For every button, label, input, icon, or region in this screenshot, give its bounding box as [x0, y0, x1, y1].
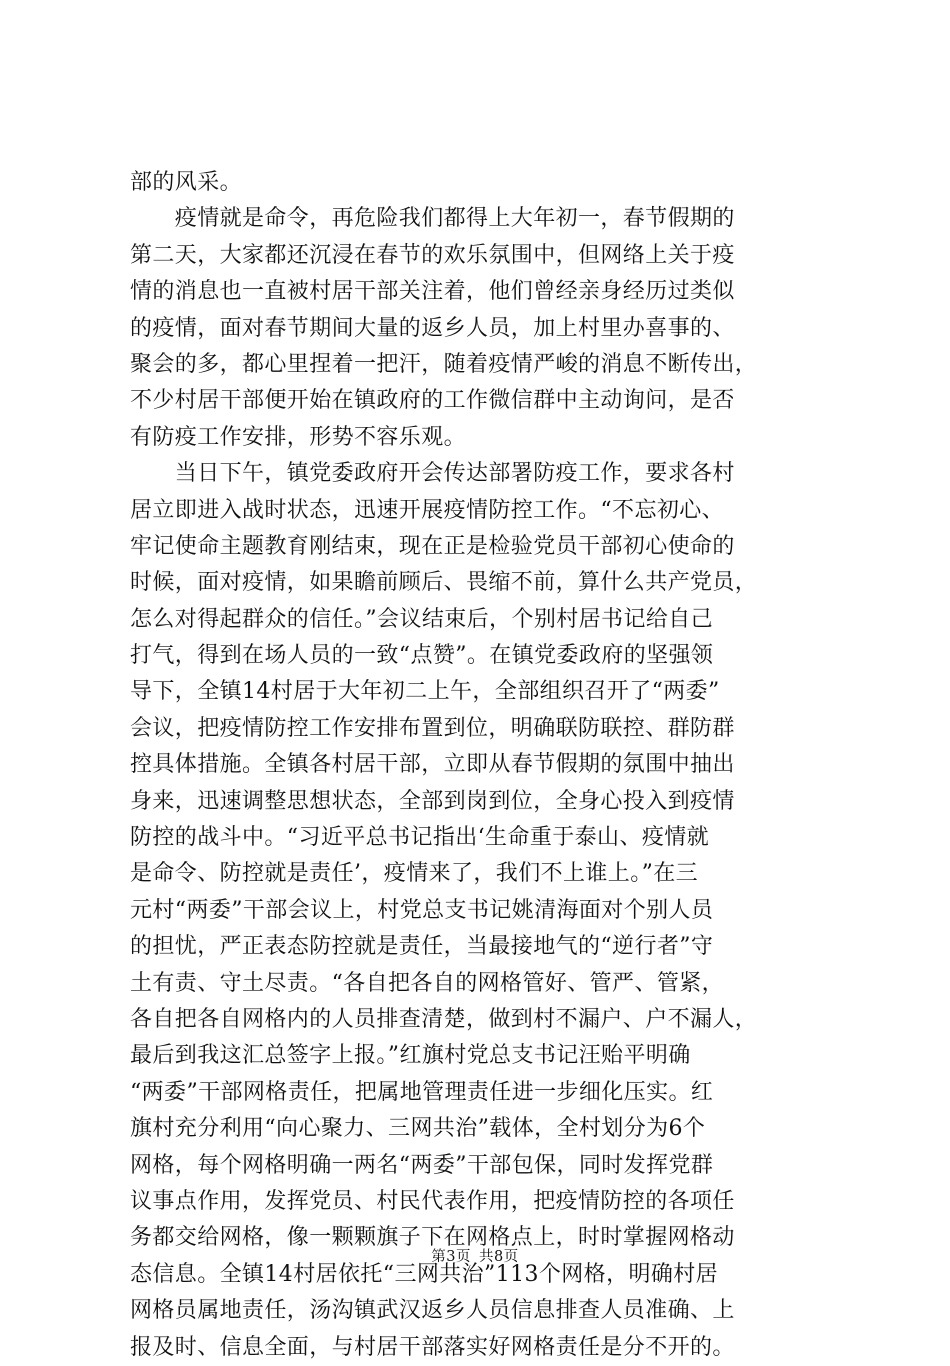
text-line: 时候，面对疫情，如果瞻前顾后、畏缩不前，算什么共产党员， — [130, 570, 758, 596]
text-line: 报及时、信息全面，与村居干部落实好网格责任是分不开的。 — [130, 1334, 735, 1360]
text-line: 务都交给网格，像一颗颗旗子下在网格点上，时时掌握网格动 — [130, 1225, 735, 1251]
text-line: 的担忧，严正表态防控就是责任，当最接地气的“逆行者”守 — [130, 934, 714, 960]
text-line: 身来，迅速调整思想状态，全部到岗到位，全身心投入到疫情 — [130, 788, 735, 814]
text-line: 有防疫工作安排，形势不容乐观。 — [130, 424, 467, 450]
text-line: 控具体措施。全镇各村居干部，立即从春节假期的氛围中抽出 — [130, 752, 735, 778]
text-line: 怎么对得起群众的信任。”会议结束后，个别村居书记给自己 — [130, 606, 714, 632]
text-line: 的疫情，面对春节期间大量的返乡人员，加上村里办喜事的、 — [130, 315, 735, 341]
text-line: “两委”干部网格责任，把属地管理责任进一步细化压实。红 — [130, 1079, 714, 1105]
text-line: 元村“两委”干部会议上，村党总支书记姚清海面对个别人员 — [130, 897, 714, 923]
text-line: 牢记使命主题教育刚结束，现在正是检验党员干部初心使命的 — [130, 533, 735, 559]
text-line: 打气，得到在场人员的一致“点赞”。在镇党委政府的坚强领 — [130, 643, 714, 669]
text-line: 网格，每个网格明确一两名“两委”干部包保，同时发挥党群 — [130, 1152, 714, 1178]
body-text — [130, 165, 830, 1366]
text-line: 土有责、守土尽责。“各自把各自的网格管好、管严、管紧， — [130, 970, 725, 996]
page-number: 第3页 — [431, 1249, 471, 1265]
text-line: 聚会的多，都心里捏着一把汗，随着疫情严峻的消息不断传出， — [130, 351, 758, 377]
text-line: 是命令、防控就是责任’，疫情来了，我们不上谁上。”在三 — [130, 861, 699, 887]
text-line: 防控的战斗中。“习近平总书记指出‘生命重于泰山、疫情就 — [130, 825, 710, 851]
text-line: 最后到我这汇总签字上报。”红旗村党总支书记汪贻平明确 — [130, 1043, 691, 1069]
text-line: 第二天，大家都还沉浸在春节的欢乐氛围中，但网络上关于疫 — [130, 242, 735, 268]
text-line: 当日下午，镇党委政府开会传达部署防疫工作，要求各村 — [130, 461, 735, 487]
text-line: 不少村居干部便开始在镇政府的工作微信群中主动询问，是否 — [130, 388, 735, 414]
text-line: 旗村充分利用“向心聚力、三网共治”载体，全村划分为6个 — [130, 1116, 706, 1142]
text-line: 居立即进入战时状态，迅速开展疫情防控工作。“不忘初心、 — [130, 497, 725, 523]
page-footer — [0, 1247, 950, 1267]
text-line: 情的消息也一直被村居干部关注着，他们曾经亲身经历过类似 — [130, 279, 735, 305]
text-line: 导下，全镇14村居于大年初二上午，全部组织召开了“两委” — [130, 679, 720, 705]
text-line: 疫情就是命令，再危险我们都得上大年初一，春节假期的 — [130, 206, 735, 232]
text-line: 态信息。全镇14村居依托“三网共治”113个网格，明确村居 — [130, 1261, 719, 1287]
text-line: 网格员属地责任，汤沟镇武汉返乡人员信息排查人员准确、上 — [130, 1298, 735, 1324]
page-total: 共8页 — [479, 1249, 519, 1265]
text-line: 部的风采。 — [130, 170, 243, 195]
text-line: 各自把各自网格内的人员排查清楚，做到村不漏户、户不漏人， — [130, 1006, 758, 1032]
text-line: 议事点作用，发挥党员、村民代表作用，把疫情防控的各项任 — [130, 1188, 735, 1214]
text-line: 会议，把疫情防控工作安排布置到位，明确联防联控、群防群 — [130, 715, 735, 741]
